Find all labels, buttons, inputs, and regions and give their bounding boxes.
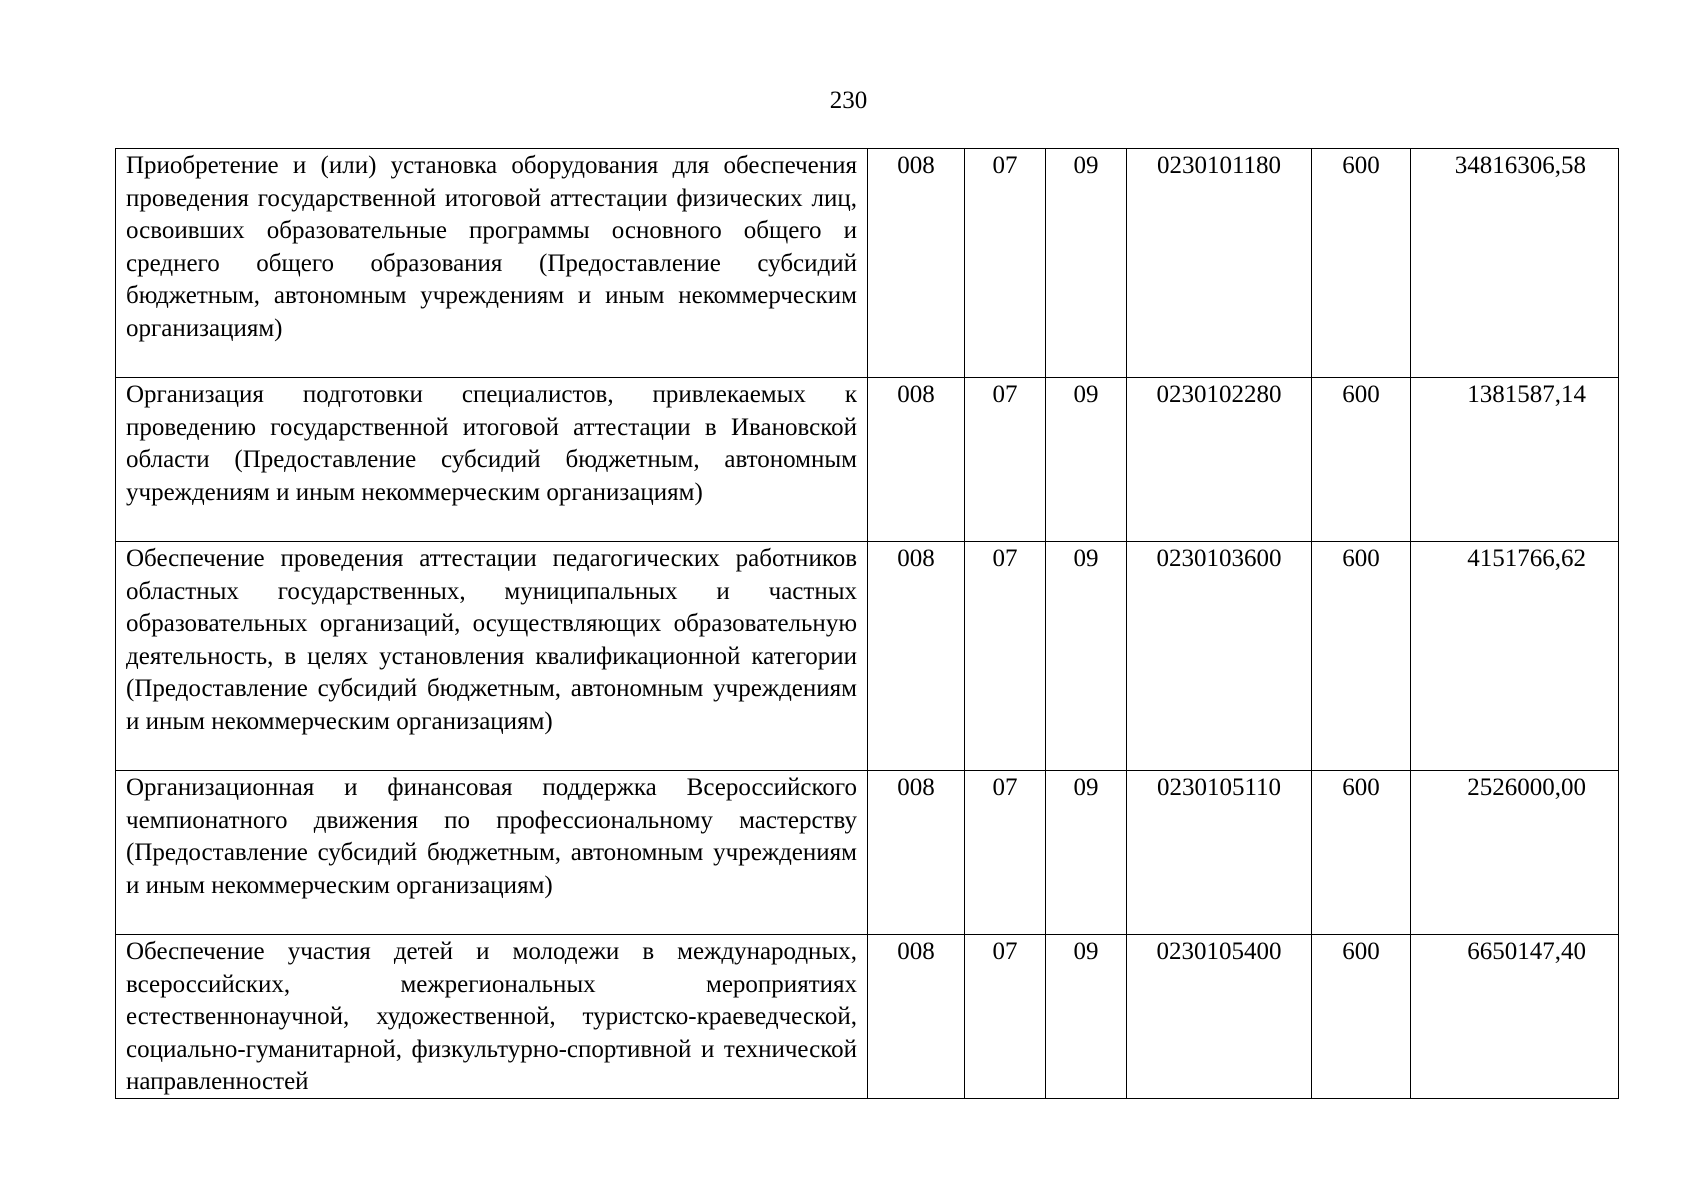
ministry-code: 008: [868, 542, 965, 771]
section-code: 07: [965, 935, 1046, 1099]
amount: 34816306,58: [1411, 149, 1619, 378]
table-row: [116, 149, 1619, 378]
expense-description: Обеспечение проведения аттестации педагогических работников областных государственных, муниципальных и частных образовательных организаций, осуществляющих образовательную деятельность, в целях установления квалификационной категории (Предоставление субсидий бюджетным, автономным учреждениям и иным некоммерческим организациям): [116, 542, 868, 771]
table-row: [116, 771, 1619, 935]
subsection-code: 09: [1046, 771, 1127, 935]
expense-type-code: 600: [1312, 771, 1411, 935]
table-row: [116, 542, 1619, 771]
budget-table: [115, 148, 1619, 1099]
subsection-code: 09: [1046, 542, 1127, 771]
target-article-code: 0230105110: [1127, 771, 1312, 935]
section-code: 07: [965, 378, 1046, 542]
expense-description: Организационная и финансовая поддержка Всероссийского чемпионатного движения по профессиональному мастерству (Предоставление субсидий бюджетным, автономным учреждениям и иным некоммерческим организациям): [116, 771, 868, 935]
expense-description: Организация подготовки специалистов, привлекаемых к проведению государственной итоговой аттестации в Ивановской области (Предоставление субсидий бюджетным, автономным учреждениям и иным некоммерческим организациям): [116, 378, 868, 542]
ministry-code: 008: [868, 378, 965, 542]
section-code: 07: [965, 149, 1046, 378]
ministry-code: 008: [868, 935, 965, 1099]
amount: 4151766,62: [1411, 542, 1619, 771]
expense-type-code: 600: [1312, 378, 1411, 542]
section-code: 07: [965, 542, 1046, 771]
ministry-code: 008: [868, 771, 965, 935]
section-code: 07: [965, 771, 1046, 935]
expense-description: Приобретение и (или) установка оборудования для обеспечения проведения государственной итоговой аттестации физических лиц, освоивших образовательные программы основного общего и среднего общего образования (Предоставление субсидий бюджетным, автономным учреждениям и иным некоммерческим организациям): [116, 149, 868, 378]
target-article-code: 0230102280: [1127, 378, 1312, 542]
amount: 1381587,14: [1411, 378, 1619, 542]
page-number: 230: [829, 87, 868, 114]
expense-description: Обеспечение участия детей и молодежи в международных, всероссийских, межрегиональных мероприятиях естественнонаучной, художественной, туристско-краеведческой, социально-гуманитарной, физкультурно-спортивной и технической направленностей: [126, 938, 857, 1095]
expense-type-code: 600: [1312, 149, 1411, 378]
amount: 2526000,00: [1411, 771, 1619, 935]
table-row: [116, 935, 1619, 1099]
amount: 6650147,40: [1411, 935, 1619, 1099]
expense-type-code: 600: [1312, 542, 1411, 771]
subsection-code: 09: [1046, 378, 1127, 542]
target-article-code: 0230101180: [1127, 149, 1312, 378]
subsection-code: 09: [1046, 935, 1127, 1099]
expense-description-cell: [116, 935, 868, 1099]
target-article-code: 0230103600: [1127, 542, 1312, 771]
target-article-code: 0230105400: [1127, 935, 1312, 1099]
subsection-code: 09: [1046, 149, 1127, 378]
ministry-code: 008: [868, 149, 965, 378]
expense-type-code: 600: [1312, 935, 1411, 1099]
table-row: [116, 378, 1619, 542]
